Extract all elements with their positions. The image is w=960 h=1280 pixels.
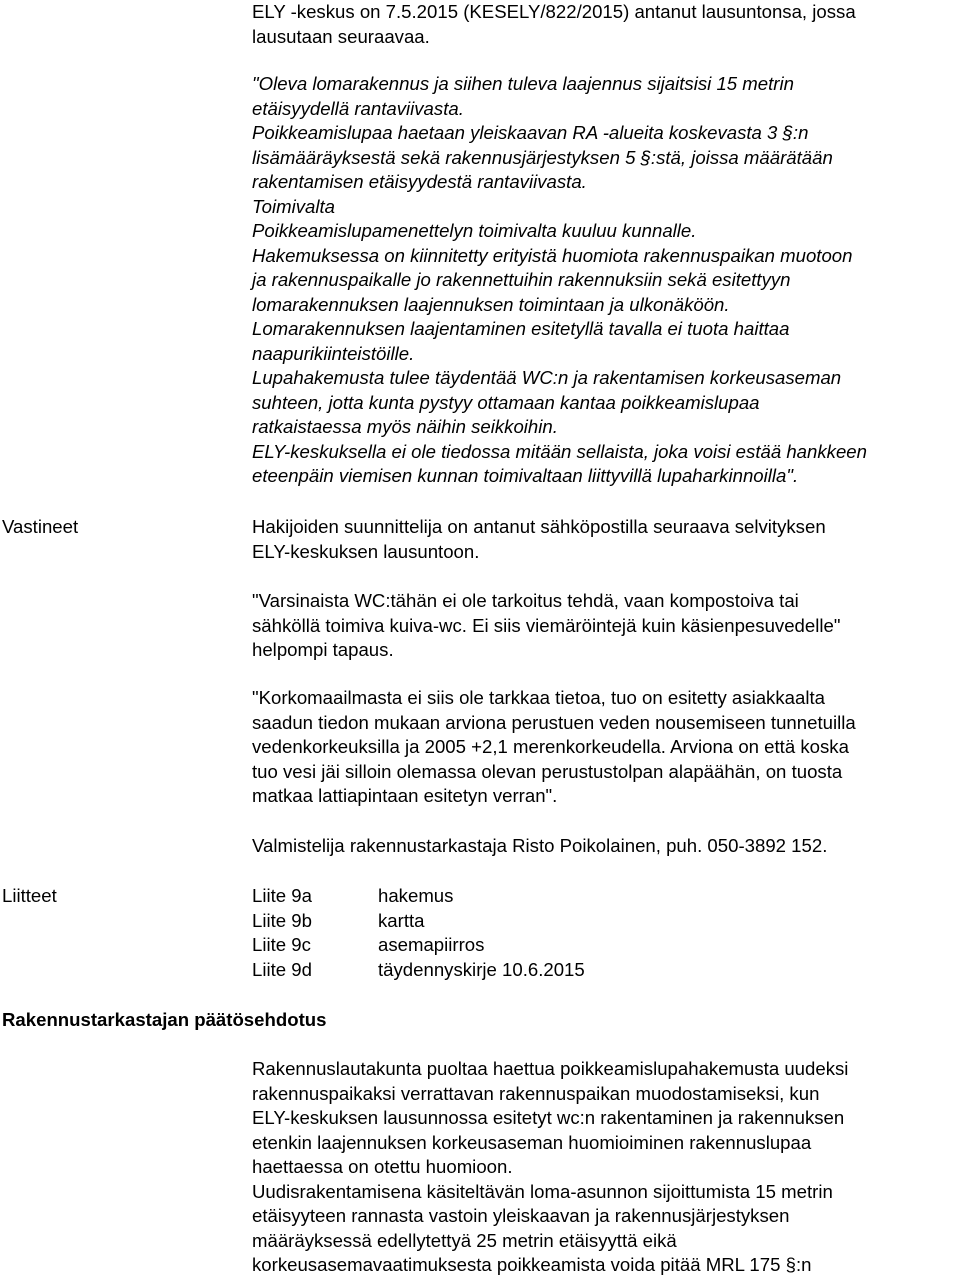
text-line: ELY -keskus on 7.5.2015 (KESELY/822/2015) antanut lausuntonsa, jossa xyxy=(252,1,856,22)
text-line: ja rakennuspaikalle jo rakennettuihin rakennuksiin sekä esitettyyn xyxy=(252,269,791,290)
text-line: haettaessa on otettu huomioon. xyxy=(252,1156,513,1177)
intro-paragraph xyxy=(252,0,960,49)
attachment-description: täydennyskirje 10.6.2015 xyxy=(378,958,585,980)
text-line: "Varsinaista WC:tähän ei ole tarkoitus tehdä, vaan kompostoiva tai xyxy=(252,590,799,611)
vastineet-paragraph-3 xyxy=(252,686,960,809)
text-line: sähköllä toimiva kuiva-wc. Ei siis viemäröintejä kuin käsienpesuvedelle" xyxy=(252,614,841,636)
attachment-description: asemapiirros xyxy=(378,934,485,955)
text-line: Lomarakennuksen laajentaminen esitetyllä tavalla ei tuota haittaa xyxy=(252,318,790,339)
ely-statement-quote xyxy=(252,72,960,489)
proposal-paragraph-2 xyxy=(252,1180,960,1278)
text-line: Poikkeamislupaa haetaan yleiskaavan RA -alueita koskevasta 3 §:n xyxy=(252,122,809,143)
text-line: etenkin laajennuksen korkeusaseman huomioiminen rakennuslupaa xyxy=(252,1131,812,1153)
proposal-heading: Rakennustarkastajan päätösehdotus xyxy=(2,1009,327,1030)
vastineet-label: Vastineet xyxy=(2,516,79,537)
text-line: ratkaistaessa myös näihin seikkoihin. xyxy=(252,416,558,437)
text-line: saadun tiedon mukaan arviona perustuen veden nousemiseen tunnetuilla xyxy=(252,711,856,733)
liitteet-label: Liitteet xyxy=(2,885,57,906)
text-line: ELY-keskuksella ei ole tiedossa mitään sellaista, joka voisi estää hankkeen xyxy=(252,440,867,462)
text-line: vedenkorkeuksilla ja 2005 +2,1 merenkorkeudella. Arviona on että koska xyxy=(252,736,849,757)
text-line: suhteen, jotta kunta pystyy ottamaan kantaa poikkeamislupaa xyxy=(252,391,760,413)
text-line: rakennuspaikaksi verrattavan rakennuspaikan muodostamiseksi, kun xyxy=(252,1082,820,1104)
text-line: rakentamisen etäisyydestä rantaviivasta. xyxy=(252,171,587,192)
text-line: Uudisrakentamisena käsiteltävän loma-asunnon sijoittumista 15 metrin xyxy=(252,1180,833,1202)
attachment-id: Liite 9a xyxy=(252,885,312,906)
text-line: helpompi tapaus. xyxy=(252,639,394,660)
text-line: "Korkomaailmasta ei siis ole tarkkaa tietoa, tuo on esitetty asiakkaalta xyxy=(252,687,825,708)
text-line: lausutaan seuraavaa. xyxy=(252,25,430,47)
attachment-id: Liite 9b xyxy=(252,909,312,931)
proposal-paragraph-1 xyxy=(252,1057,960,1180)
vastineet-paragraph-2 xyxy=(252,589,960,663)
text-line: eteenpäin viemisen kunnan toimivaltaan liittyvillä lupaharkinnoilla". xyxy=(252,465,799,486)
text-line: lisämääräyksestä sekä rakennusjärjestyksen 5 §:stä, joissa määrätään xyxy=(252,146,833,168)
text-line: ELY-keskuksen lausunnossa esitetyt wc:n rakentaminen ja rakennuksen xyxy=(252,1107,845,1128)
text-line: Toimivalta xyxy=(252,195,336,217)
text-line: Hakemuksessa on kiinnitetty erityistä huomiota rakennuspaikan muotoon xyxy=(252,244,853,266)
text-line: naapurikiinteistöille. xyxy=(252,342,415,364)
preparer-line xyxy=(252,834,960,859)
text-line: etäisyydellä rantaviivasta. xyxy=(252,97,464,119)
text-line: Valmistelija rakennustarkastaja Risto Poikolainen, puh. 050-3892 152. xyxy=(252,835,828,856)
text-line: lomarakennuksen laajennuksen toimintaan ja ulkonäköön. xyxy=(252,293,730,315)
vastineet-paragraph-1 xyxy=(252,515,960,564)
attachment-id: Liite 9d xyxy=(252,958,312,980)
attachment-description: hakemus xyxy=(378,885,454,906)
attachment-description: kartta xyxy=(378,909,425,931)
text-line: korkeusasemavaatimuksesta poikkeamista voida pitää MRL 175 §:n xyxy=(252,1254,812,1275)
text-line: Hakijoiden suunnittelija on antanut sähköpostilla seuraava selvityksen xyxy=(252,516,826,537)
text-line: ELY-keskuksen lausuntoon. xyxy=(252,540,480,562)
text-line: tuo vesi jäi silloin olemassa olevan perustustolpan alapäähän, on tuosta xyxy=(252,760,843,782)
text-line: Poikkeamislupamenettelyn toimivalta kuuluu kunnalle. xyxy=(252,220,697,241)
text-line: Rakennuslautakunta puoltaa haettua poikkeamislupahakemusta uudeksi xyxy=(252,1058,849,1079)
text-line: "Oleva lomarakennus ja siihen tuleva laajennus sijaitsisi 15 metrin xyxy=(252,73,794,94)
text-line: Lupahakemusta tulee täydentää WC:n ja rakentamisen korkeusaseman xyxy=(252,367,842,388)
text-line: etäisyyteen rannasta vastoin yleiskaavan ja rakennusjärjestyksen xyxy=(252,1205,790,1226)
text-line: määräyksessä edellytettyä 25 metrin etäisyyttä eikä xyxy=(252,1229,677,1251)
text-line: matkaa lattiapintaan esitetyn verran". xyxy=(252,785,558,806)
attachment-id: Liite 9c xyxy=(252,934,311,955)
